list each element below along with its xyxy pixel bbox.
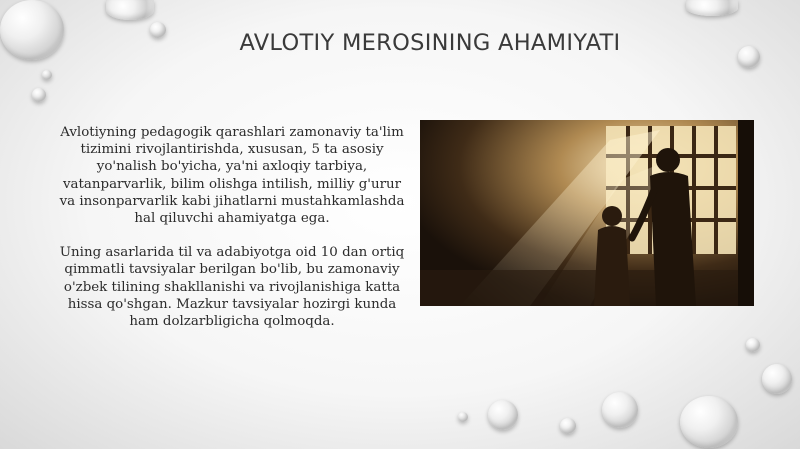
slide-body-text	[56, 124, 408, 347]
water-drop-decoration	[738, 46, 760, 68]
water-drop-decoration	[602, 392, 638, 428]
water-drop-decoration	[746, 338, 760, 352]
slide-title: AVLOTIY MEROSINING AHAMIYATI	[239, 30, 621, 56]
water-drop-decoration	[686, 0, 738, 16]
water-drop-decoration	[488, 400, 518, 430]
water-drop-decoration	[32, 88, 46, 102]
water-drop-decoration	[0, 0, 64, 60]
water-drop-decoration	[560, 418, 576, 434]
water-drop-decoration	[680, 396, 738, 448]
illustration-photo	[420, 120, 754, 306]
paragraph: Uning asarlarida til va adabiyotga oid 10 dan ortiq qimmatli tavsiyalar berilgan bo'lib, bu zamonaviy o'zbek tilining shakllanishi va rivojlanishiga katta hissa qo'shgan. Mazkur tavsiyalar hozirgi kunda ham dolzarbligicha qolmoqda.	[59, 245, 405, 330]
water-drop-decoration	[42, 70, 52, 80]
water-drop-decoration	[762, 364, 792, 394]
water-drop-decoration	[458, 412, 468, 422]
paragraph: Avlotiyning pedagogik qarashlari zamonaviy ta'lim tizimini rivojlantirishda, xususan, 5 ta asosiy yo'nalish bo'yicha, ya'ni axloqiy tarbiya, vatanparvarlik, bilim olishga intilish, milliy g'urur va insonparvarlik kabi jihatlarni mustahkamlashda hal qiluvchi ahamiyatga ega.	[59, 125, 405, 227]
water-drop-decoration	[106, 0, 154, 20]
